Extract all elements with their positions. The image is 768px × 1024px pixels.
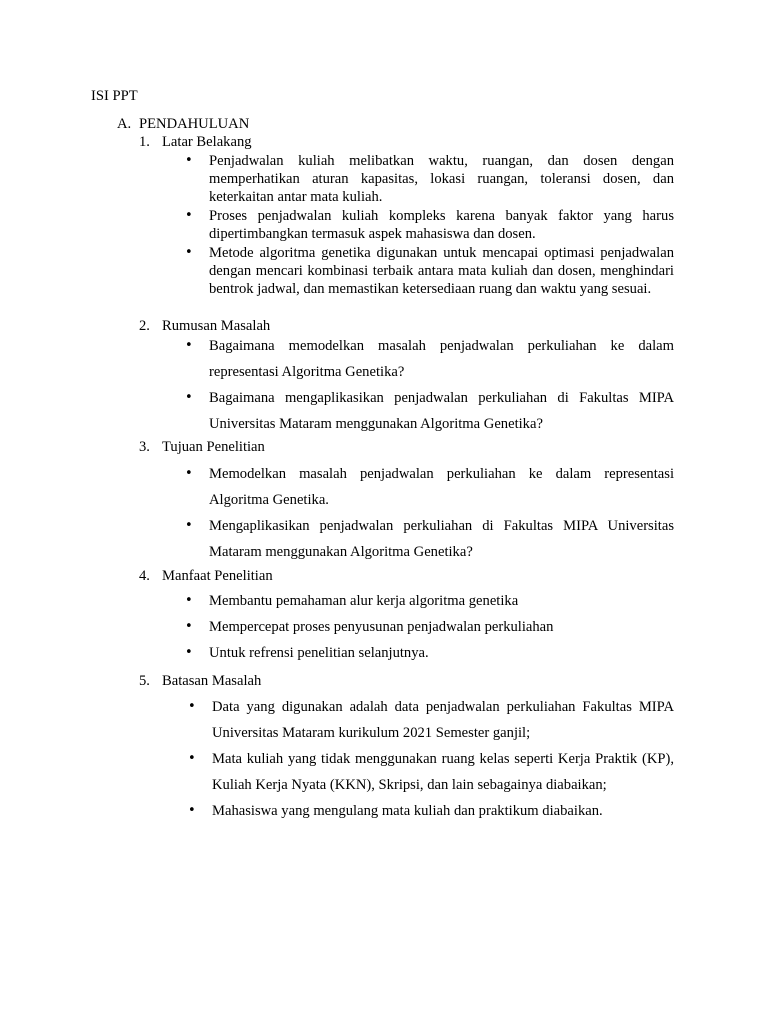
subsection-number: 4.: [139, 568, 150, 584]
subsection-title: Latar Belakang: [162, 134, 252, 150]
list-item: • Bagaimana mengaplikasikan penjadwalan perkuliahan di Fakultas MIPA Universitas Mataram menggunakan Algoritma Genetika?: [0, 385, 674, 437]
bullet-list-tujuan-penelitian: [0, 461, 674, 565]
subsection-heading-manfaat-penelitian: [139, 567, 273, 585]
list-item: • Mempercepat proses penyusunan penjadwalan perkuliahan: [0, 614, 674, 640]
subsection-heading-tujuan-penelitian: [139, 438, 265, 456]
list-item: • Metode algoritma genetika digunakan untuk mencapai optimasi penjadwalan dengan mencari kombinasi terbaik antara mata kuliah dan dosen, menghindari bentrok jadwal, dan memastikan ketersediaan ruang dan waktu yang sesuai.: [0, 244, 674, 298]
subsection-number: 3.: [139, 439, 150, 455]
list-item: • Untuk refrensi penelitian selanjutnya.: [0, 640, 674, 666]
section-title: PENDAHULUAN: [139, 116, 250, 132]
list-item: • Data yang digunakan adalah data penjadwalan perkuliahan Fakultas MIPA Universitas Mataram kurikulum 2021 Semester ganjil;: [0, 694, 674, 746]
subsection-title: Tujuan Penelitian: [162, 439, 265, 455]
list-item: • Mengaplikasikan penjadwalan perkuliahan di Fakultas MIPA Universitas Mataram menggunakan Algoritma Genetika?: [0, 513, 674, 565]
bullet-list-batasan-masalah: [0, 694, 674, 824]
bullet-list-rumusan-masalah: [0, 333, 674, 437]
subsection-title: Batasan Masalah: [162, 673, 262, 689]
subsection-title: Rumusan Masalah: [162, 318, 271, 334]
list-item: • Mahasiswa yang mengulang mata kuliah dan praktikum diabaikan.: [0, 798, 674, 824]
subsection-number: 2.: [139, 318, 150, 334]
subsection-heading-latar-belakang: [139, 133, 252, 151]
bullet-list-manfaat-penelitian: [0, 588, 674, 666]
section-letter: A.: [117, 116, 132, 132]
subsection-heading-batasan-masalah: [139, 672, 261, 690]
section-heading: [117, 115, 249, 133]
list-item: • Membantu pemahaman alur kerja algoritma genetika: [0, 588, 674, 614]
list-item: • Proses penjadwalan kuliah kompleks karena banyak faktor yang harus dipertimbangkan termasuk aspek mahasiswa dan dosen.: [0, 207, 674, 243]
bullet-list-latar-belakang: [0, 152, 674, 299]
subsection-number: 1.: [139, 134, 150, 150]
list-item: • Bagaimana memodelkan masalah penjadwalan perkuliahan ke dalam representasi Algoritma Genetika?: [0, 333, 674, 385]
list-item: • Mata kuliah yang tidak menggunakan ruang kelas seperti Kerja Praktik (KP), Kuliah Kerja Nyata (KKN), Skripsi, dan lain sebagainya diabaikan;: [0, 746, 674, 798]
list-item: • Memodelkan masalah penjadwalan perkuliahan ke dalam representasi Algoritma Genetika.: [0, 461, 674, 513]
subsection-title: Manfaat Penelitian: [162, 568, 273, 584]
list-item: • Penjadwalan kuliah melibatkan waktu, ruangan, dan dosen dengan memperhatikan aturan kapasitas, lokasi ruangan, toleransi dosen, dan keterkaitan antar mata kuliah.: [0, 152, 674, 206]
document-title: ISI PPT: [91, 88, 138, 104]
subsection-number: 5.: [139, 673, 150, 689]
